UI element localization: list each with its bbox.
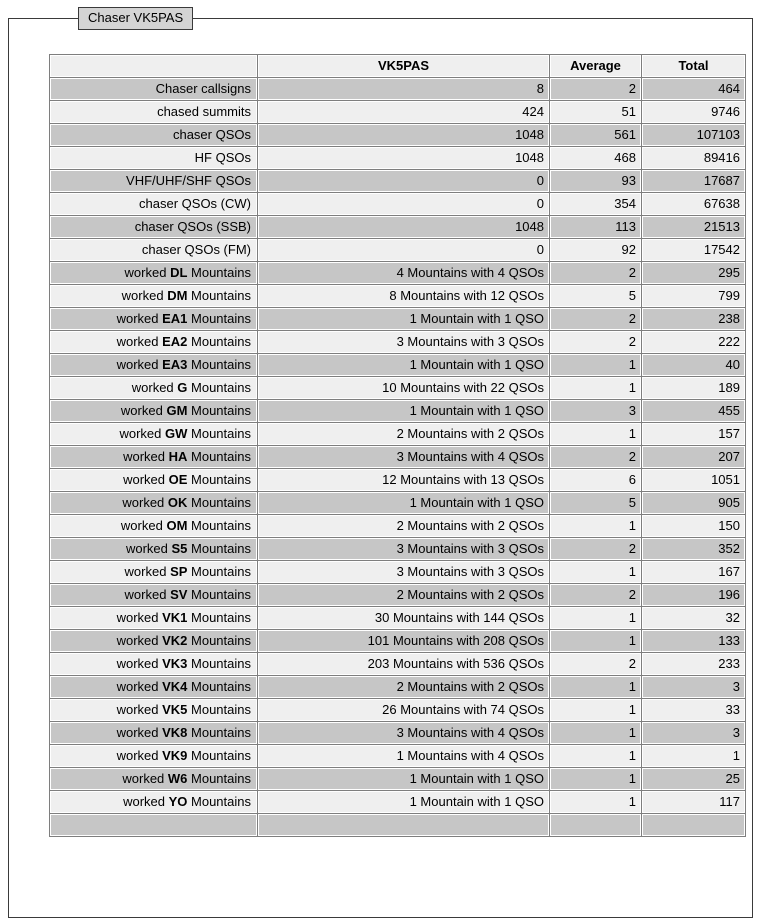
total-value: 133 <box>642 630 745 652</box>
row-label <box>50 446 257 468</box>
table-row <box>50 584 745 606</box>
column-header-average: Average <box>550 55 641 77</box>
table-row <box>50 515 745 537</box>
row-label-suffix: Mountains <box>187 610 251 625</box>
row-label-prefix: chaser QSOs (SSB) <box>134 219 251 234</box>
row-label-association-code: EA3 <box>162 357 188 372</box>
row-label-suffix: Mountains <box>187 311 251 326</box>
average-value: 1 <box>550 630 641 652</box>
row-label <box>50 124 257 146</box>
row-label-prefix: worked <box>116 633 163 648</box>
average-value: 1 <box>550 699 641 721</box>
row-label-association-code: DL <box>170 265 188 280</box>
row-label-prefix: worked <box>116 656 163 671</box>
vk5pas-value: 3 Mountains with 4 QSOs <box>258 722 549 744</box>
total-value: 150 <box>642 515 745 537</box>
row-label-association-code: YO <box>168 794 188 809</box>
vk5pas-value: 1048 <box>258 124 549 146</box>
row-label-prefix: worked <box>120 518 167 533</box>
vk5pas-value: 3 Mountains with 4 QSOs <box>258 446 549 468</box>
row-label-association-code: EA2 <box>162 334 188 349</box>
average-value: 2 <box>550 308 641 330</box>
column-header-vk5pas: VK5PAS <box>258 55 549 77</box>
total-value: 40 <box>642 354 745 376</box>
table-row <box>50 262 745 284</box>
table-row <box>50 308 745 330</box>
row-label <box>50 331 257 353</box>
vk5pas-value: 8 Mountains with 12 QSOs <box>258 285 549 307</box>
row-label-prefix: worked <box>116 748 163 763</box>
row-label-suffix: Mountains <box>187 702 251 717</box>
vk5pas-value: 1 Mountains with 4 QSOs <box>258 745 549 767</box>
total-value: 222 <box>642 331 745 353</box>
row-label-prefix: worked <box>116 679 163 694</box>
table-row <box>50 561 745 583</box>
row-label <box>50 423 257 445</box>
row-label-association-code: OK <box>167 495 188 510</box>
vk5pas-value: 1 Mountain with 1 QSO <box>258 768 549 790</box>
total-value <box>642 814 745 836</box>
row-label <box>50 354 257 376</box>
table-body <box>50 78 745 836</box>
average-value: 561 <box>550 124 641 146</box>
row-label-prefix: worked <box>123 449 169 464</box>
average-value: 354 <box>550 193 641 215</box>
row-label-suffix: Mountains <box>187 541 251 556</box>
row-label-suffix: Mountains <box>187 587 251 602</box>
total-value: 157 <box>642 423 745 445</box>
row-label-prefix: HF QSOs <box>194 150 251 165</box>
row-label-prefix: worked <box>120 403 167 418</box>
average-value: 2 <box>550 78 641 100</box>
table-row <box>50 239 745 261</box>
table-row <box>50 791 745 813</box>
row-label-prefix: worked <box>123 472 169 487</box>
vk5pas-value: 1048 <box>258 147 549 169</box>
table-row <box>50 216 745 238</box>
total-value: 3 <box>642 676 745 698</box>
row-label-association-code: VK5 <box>162 702 188 717</box>
average-value: 1 <box>550 377 641 399</box>
table-row <box>50 331 745 353</box>
total-value: 207 <box>642 446 745 468</box>
total-value: 21513 <box>642 216 745 238</box>
average-value <box>550 814 641 836</box>
row-label-prefix: worked <box>116 334 163 349</box>
total-value: 9746 <box>642 101 745 123</box>
row-label <box>50 469 257 491</box>
row-label <box>50 791 257 813</box>
vk5pas-value: 0 <box>258 170 549 192</box>
vk5pas-value: 8 <box>258 78 549 100</box>
total-value: 17687 <box>642 170 745 192</box>
row-label-suffix: Mountains <box>187 748 251 763</box>
average-value: 1 <box>550 515 641 537</box>
row-label <box>50 239 257 261</box>
row-label <box>50 193 257 215</box>
row-label-association-code: VK8 <box>162 725 188 740</box>
row-label-prefix: worked <box>124 564 171 579</box>
average-value: 92 <box>550 239 641 261</box>
row-label-prefix: worked <box>116 702 163 717</box>
row-label-suffix: Mountains <box>187 357 251 372</box>
row-label <box>50 170 257 192</box>
row-label-suffix: Mountains <box>187 472 251 487</box>
row-label <box>50 492 257 514</box>
row-label-suffix: Mountains <box>187 288 251 303</box>
row-label <box>50 561 257 583</box>
table-row <box>50 492 745 514</box>
row-label-suffix: Mountains <box>187 518 251 533</box>
vk5pas-value: 0 <box>258 239 549 261</box>
row-label <box>50 768 257 790</box>
column-header-blank <box>50 55 257 77</box>
row-label-suffix: Mountains <box>187 725 251 740</box>
vk5pas-value: 2 Mountains with 2 QSOs <box>258 515 549 537</box>
row-label-association-code: VK2 <box>162 633 188 648</box>
row-label-association-code: VK1 <box>162 610 188 625</box>
row-label-suffix: Mountains <box>187 771 251 786</box>
total-value: 455 <box>642 400 745 422</box>
average-value: 2 <box>550 331 641 353</box>
table-header <box>50 55 745 77</box>
total-value: 464 <box>642 78 745 100</box>
row-label-prefix: worked <box>116 610 163 625</box>
row-label-prefix: worked <box>122 495 168 510</box>
total-value: 167 <box>642 561 745 583</box>
table-row <box>50 285 745 307</box>
average-value: 2 <box>550 653 641 675</box>
column-header-total: Total <box>642 55 745 77</box>
row-label <box>50 285 257 307</box>
row-label-suffix: Mountains <box>187 426 251 441</box>
average-value: 1 <box>550 423 641 445</box>
vk5pas-value: 2 Mountains with 2 QSOs <box>258 676 549 698</box>
total-value: 25 <box>642 768 745 790</box>
average-value: 2 <box>550 446 641 468</box>
total-value: 89416 <box>642 147 745 169</box>
total-value: 189 <box>642 377 745 399</box>
average-value: 1 <box>550 607 641 629</box>
row-label <box>50 630 257 652</box>
row-label-association-code: GM <box>166 403 188 418</box>
total-value: 1051 <box>642 469 745 491</box>
vk5pas-value: 101 Mountains with 208 QSOs <box>258 630 549 652</box>
row-label-prefix: VHF/UHF/SHF QSOs <box>126 173 251 188</box>
average-value: 6 <box>550 469 641 491</box>
window-legend: Chaser VK5PAS <box>78 7 193 30</box>
row-label-suffix: Mountains <box>187 633 251 648</box>
row-label <box>50 216 257 238</box>
row-label-association-code: VK9 <box>162 748 188 763</box>
vk5pas-value: 2 Mountains with 2 QSOs <box>258 584 549 606</box>
table-row <box>50 400 745 422</box>
row-label-prefix: worked <box>116 311 163 326</box>
chaser-stats-table <box>49 54 746 837</box>
row-label <box>50 653 257 675</box>
total-value: 295 <box>642 262 745 284</box>
row-label-association-code: GW <box>165 426 188 441</box>
row-label-suffix: Mountains <box>187 564 251 579</box>
row-label-association-code: G <box>177 380 188 395</box>
table-row <box>50 147 745 169</box>
table-row <box>50 722 745 744</box>
row-label-association-code: S5 <box>171 541 188 556</box>
row-label-suffix: Mountains <box>187 794 251 809</box>
vk5pas-value: 1 Mountain with 1 QSO <box>258 791 549 813</box>
table-row-clipped <box>50 814 745 836</box>
row-label-suffix: Mountains <box>187 495 251 510</box>
table-row <box>50 354 745 376</box>
vk5pas-value: 1 Mountain with 1 QSO <box>258 354 549 376</box>
table-row <box>50 377 745 399</box>
table-row <box>50 469 745 491</box>
row-label-suffix: Mountains <box>187 656 251 671</box>
table-row <box>50 124 745 146</box>
row-label <box>50 722 257 744</box>
row-label-association-code: VK3 <box>162 656 188 671</box>
vk5pas-value: 1 Mountain with 1 QSO <box>258 400 549 422</box>
row-label-prefix: chaser QSOs (FM) <box>141 242 251 257</box>
vk5pas-value: 10 Mountains with 22 QSOs <box>258 377 549 399</box>
average-value: 1 <box>550 561 641 583</box>
average-value: 1 <box>550 745 641 767</box>
table-row <box>50 676 745 698</box>
vk5pas-value: 424 <box>258 101 549 123</box>
table-row <box>50 607 745 629</box>
row-label-association-code: VK4 <box>162 679 188 694</box>
row-label-association-code: HA <box>168 449 188 464</box>
row-label-association-code: EA1 <box>162 311 188 326</box>
average-value: 1 <box>550 354 641 376</box>
average-value: 5 <box>550 492 641 514</box>
row-label-association-code: SV <box>170 587 188 602</box>
row-label <box>50 745 257 767</box>
table-row <box>50 423 745 445</box>
row-label <box>50 262 257 284</box>
table-row <box>50 101 745 123</box>
vk5pas-value: 0 <box>258 193 549 215</box>
total-value: 196 <box>642 584 745 606</box>
vk5pas-value: 203 Mountains with 536 QSOs <box>258 653 549 675</box>
row-label-suffix: Mountains <box>187 449 251 464</box>
average-value: 5 <box>550 285 641 307</box>
table-row <box>50 446 745 468</box>
average-value: 113 <box>550 216 641 238</box>
row-label-prefix: chaser QSOs (CW) <box>139 196 251 211</box>
vk5pas-value: 26 Mountains with 74 QSOs <box>258 699 549 721</box>
table-row <box>50 78 745 100</box>
row-label-association-code: OM <box>166 518 188 533</box>
total-value: 1 <box>642 745 745 767</box>
table-row <box>50 630 745 652</box>
row-label <box>50 676 257 698</box>
row-label-prefix: worked <box>116 357 163 372</box>
average-value: 93 <box>550 170 641 192</box>
chaser-stats-frame <box>8 18 753 918</box>
row-label-prefix: Chaser callsigns <box>155 81 251 96</box>
row-label-association-code: W6 <box>167 771 188 786</box>
table-row <box>50 653 745 675</box>
total-value: 799 <box>642 285 745 307</box>
average-value: 1 <box>550 791 641 813</box>
row-label <box>50 538 257 560</box>
vk5pas-value: 30 Mountains with 144 QSOs <box>258 607 549 629</box>
row-label-suffix: Mountains <box>187 265 251 280</box>
row-label <box>50 814 257 836</box>
vk5pas-value: 3 Mountains with 3 QSOs <box>258 331 549 353</box>
average-value: 3 <box>550 400 641 422</box>
vk5pas-value: 12 Mountains with 13 QSOs <box>258 469 549 491</box>
average-value: 1 <box>550 722 641 744</box>
total-value: 17542 <box>642 239 745 261</box>
table-row <box>50 699 745 721</box>
row-label-prefix: chased summits <box>157 104 251 119</box>
row-label-prefix: worked <box>125 541 172 556</box>
vk5pas-value <box>258 814 549 836</box>
total-value: 33 <box>642 699 745 721</box>
row-label-association-code: SP <box>170 564 188 579</box>
total-value: 905 <box>642 492 745 514</box>
row-label-suffix: Mountains <box>187 679 251 694</box>
average-value: 2 <box>550 584 641 606</box>
row-label <box>50 101 257 123</box>
row-label-prefix: worked <box>131 380 178 395</box>
table-row <box>50 768 745 790</box>
row-label <box>50 308 257 330</box>
average-value: 2 <box>550 262 641 284</box>
row-label <box>50 515 257 537</box>
average-value: 468 <box>550 147 641 169</box>
row-label <box>50 147 257 169</box>
vk5pas-value: 3 Mountains with 3 QSOs <box>258 561 549 583</box>
row-label-prefix: worked <box>121 288 168 303</box>
row-label-prefix: worked <box>124 587 171 602</box>
average-value: 2 <box>550 538 641 560</box>
row-label-suffix: Mountains <box>187 403 251 418</box>
average-value: 51 <box>550 101 641 123</box>
table-row <box>50 193 745 215</box>
row-label-association-code: DM <box>167 288 188 303</box>
vk5pas-value: 4 Mountains with 4 QSOs <box>258 262 549 284</box>
row-label <box>50 400 257 422</box>
row-label-prefix: worked <box>124 265 171 280</box>
row-label-prefix: worked <box>122 771 168 786</box>
table-row <box>50 538 745 560</box>
row-label-suffix: Mountains <box>187 334 251 349</box>
row-label <box>50 607 257 629</box>
table-row <box>50 170 745 192</box>
total-value: 32 <box>642 607 745 629</box>
vk5pas-value: 1 Mountain with 1 QSO <box>258 492 549 514</box>
row-label-prefix: worked <box>123 794 169 809</box>
header-row <box>50 55 745 77</box>
row-label <box>50 78 257 100</box>
row-label <box>50 699 257 721</box>
row-label <box>50 584 257 606</box>
total-value: 107103 <box>642 124 745 146</box>
row-label-prefix: worked <box>119 426 166 441</box>
total-value: 67638 <box>642 193 745 215</box>
row-label-association-code: OE <box>168 472 188 487</box>
vk5pas-value: 3 Mountains with 3 QSOs <box>258 538 549 560</box>
vk5pas-value: 2 Mountains with 2 QSOs <box>258 423 549 445</box>
average-value: 1 <box>550 676 641 698</box>
average-value: 1 <box>550 768 641 790</box>
total-value: 117 <box>642 791 745 813</box>
row-label-suffix: Mountains <box>187 380 251 395</box>
row-label <box>50 377 257 399</box>
row-label-prefix: chaser QSOs <box>172 127 251 142</box>
table-row <box>50 745 745 767</box>
vk5pas-value: 1048 <box>258 216 549 238</box>
total-value: 352 <box>642 538 745 560</box>
total-value: 233 <box>642 653 745 675</box>
total-value: 3 <box>642 722 745 744</box>
vk5pas-value: 1 Mountain with 1 QSO <box>258 308 549 330</box>
total-value: 238 <box>642 308 745 330</box>
row-label-prefix: worked <box>116 725 163 740</box>
